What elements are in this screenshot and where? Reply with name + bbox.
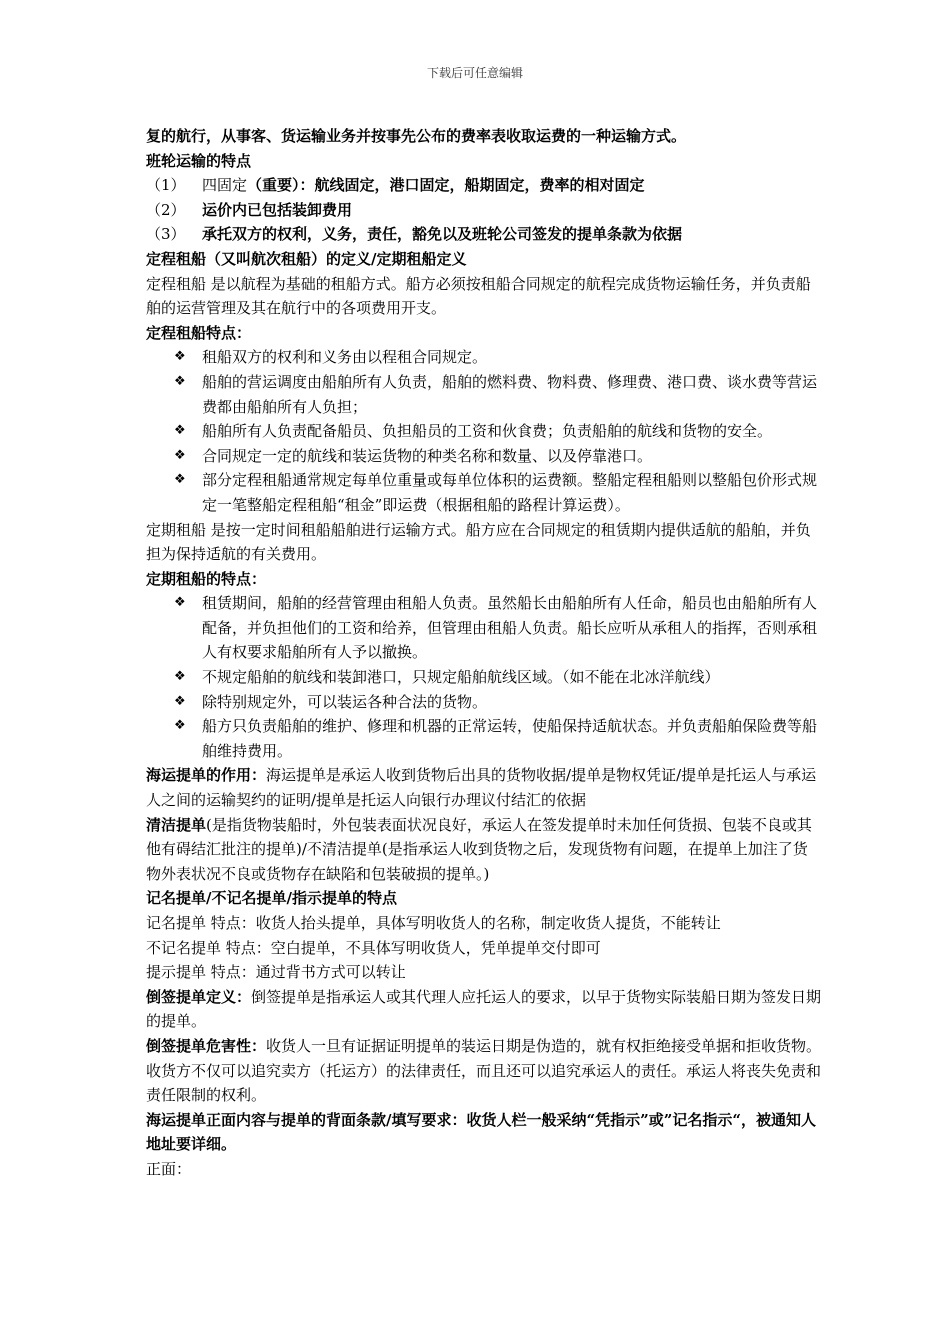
paragraph-clean-bl xyxy=(146,813,822,887)
section-heading-liner: 班轮运输的特点 xyxy=(146,151,252,170)
paragraph-bl-role xyxy=(146,763,822,812)
diamond-bullet-icon: ❖ xyxy=(174,349,186,365)
paragraph-voyage-charter: 定程租船 是以航程为基础的租船方式。船方必须按租船合同规定的航程完成货物运输任务，并负责船舶的运营管理及其在航行中的各项费用开支。 xyxy=(146,274,811,318)
paragraph-backdate-harm xyxy=(146,1034,822,1108)
diamond-bullet-icon: ❖ xyxy=(174,447,186,463)
item-number: （3） xyxy=(146,225,186,244)
item-number: （1） xyxy=(146,176,186,195)
clean-bl-text: (是指货物装船时，外包装表面状况良好，承运人在签发提单时未加任何货损、包装不良或其他有碍结汇批注的提单)/不清洁提单(是指承运人收到货物之后，发现货物有问题，在提单上加注了货物外表状况不良或货物存在缺陷和包装破损的提单。) xyxy=(146,815,812,883)
front-label: 正面： xyxy=(146,1159,192,1178)
named-bl-line: 记名提单 特点：收货人抬头提单，具体写明收货人的名称，制定收货人提货，不能转让 xyxy=(146,914,721,932)
diamond-bullet-icon: ❖ xyxy=(174,693,186,709)
list-item: ❖ 租赁期间，船舶的经营管理由租船人负责。虽然船长由船舶所有人任命，船员也由船舶所有人配备，并负担他们的工资和给养，但管理由租船人负责。船长应听从承租人的指挥，否则承租人有权要求船舶所有人予以撤换。 xyxy=(146,591,822,665)
backdate-harm-text: 收货人一旦有证据证明提单的装运日期是伪造的，就有权拒绝接受单据和拒收货物。收货方不仅可以追究卖方（托运方）的法律责任，而且还可以追究承运人的责任。承运人将丧失免责和责任限制的权利。 xyxy=(146,1036,822,1105)
section-heading-named-bl: 记名提单/不记名提单/指示提单的特点 xyxy=(146,889,397,908)
backdate-def-text: 倒签提单是指承运人或其代理人应托运人的要求，以早于货物实际装船日期为签发日期的提单。 xyxy=(146,987,822,1031)
order-bl-line: 提示提单 特点：通过背书方式可以转让 xyxy=(146,963,406,982)
document-body xyxy=(146,124,822,1182)
voyage-features-list xyxy=(146,345,822,517)
diamond-bullet-icon: ❖ xyxy=(174,373,186,389)
section-heading-voyage-features: 定程租船特点： xyxy=(146,323,252,342)
time-features-list xyxy=(146,591,822,763)
numbered-item-3 xyxy=(146,222,822,247)
backdate-harm-label: 倒签提单危害性： xyxy=(146,1036,267,1055)
section-heading-bl-front: 海运提单正面内容与提单的背面条款/填写要求：收货人栏一般采纳“凭指示”或”记名指示“，被通知人地址要详细。 xyxy=(146,1110,816,1154)
diamond-bullet-icon: ❖ xyxy=(174,669,186,685)
page-header: 下载后可任意编辑 xyxy=(426,66,523,80)
clean-bl-label: 清洁提单 xyxy=(146,815,207,834)
item-number: （2） xyxy=(146,200,186,219)
item-text-plain: 四固定 xyxy=(202,176,248,195)
section-heading-time-features: 定期租船的特点： xyxy=(146,569,267,588)
section-heading-charter-def: 定程租船（又叫航次租船）的定义/定期租船定义 xyxy=(146,249,467,268)
paragraph-backdate-def xyxy=(146,985,822,1034)
list-item: ❖ 船方只负责船舶的维护、修理和机器的正常运转，使船保持适航状态。并负责船舶保险费等船舶维持费用。 xyxy=(146,714,822,763)
list-item: ❖ 租船双方的权利和义务由以程租合同规定。 xyxy=(146,345,822,370)
bearer-bl-line: 不记名提单 特点：空白提单，不具体写明收货人，凭单提单交付即可 xyxy=(146,938,601,957)
item-text-bold: 承托双方的权利，义务，责任，豁免以及班轮公司签发的提单条款为依据 xyxy=(202,225,683,244)
diamond-bullet-icon: ❖ xyxy=(174,423,186,439)
item-text-bold: 运价内已包括装卸费用 xyxy=(202,200,353,219)
list-item: ❖ 不规定船舶的航线和装卸港口，只规定船舶航线区域。（如不能在北冰洋航线） xyxy=(146,665,822,690)
bl-role-text: 海运提单是承运人收到货物后出具的货物收据/提单是物权凭证/提单是托运人与承运人之间的运输契约的证明/提单是托运人向银行办理议付结汇的依据 xyxy=(146,766,817,810)
diamond-bullet-icon: ❖ xyxy=(174,472,186,488)
intro-line: 复的航行，从事客、货运输业务并按事先公布的费率表收取运费的一种运输方式。 xyxy=(146,127,687,145)
item-text-bold: （重要）：航线固定，港口固定，船期固定，费率的相对固定 xyxy=(247,176,645,195)
diamond-bullet-icon: ❖ xyxy=(174,718,186,734)
list-item: ❖ 船舶所有人负责配备船员、负担船员的工资和伙食费；负责船舶的航线和货物的安全。 xyxy=(146,419,822,444)
diamond-bullet-icon: ❖ xyxy=(174,595,186,611)
bl-role-label: 海运提单的作用： xyxy=(146,766,267,785)
backdate-def-label: 倒签提单定义： xyxy=(146,987,252,1006)
numbered-item-2 xyxy=(146,198,822,223)
list-item: ❖ 部分定程租船通常规定每单位重量或每单位体积的运费额。整船定程租船则以整船包价形式规定一笔整船定程租船“租金”即运费（根据租船的路程计算运费）。 xyxy=(146,468,822,517)
numbered-item-1 xyxy=(146,173,822,198)
list-item: ❖ 船舶的营运调度由船舶所有人负责，船舶的燃料费、物料费、修理费、港口费、谈水费等营运费都由船舶所有人负担； xyxy=(146,370,822,419)
paragraph-time-charter: 定期租船 是按一定时间租船船舶进行运输方式。船方应在合同规定的租赁期内提供适航的船舶，并负担为保持适航的有关费用。 xyxy=(146,520,811,564)
list-item: ❖ 除特别规定外，可以装运各种合法的货物。 xyxy=(146,690,822,715)
list-item: ❖ 合同规定一定的航线和装运货物的种类名称和数量、以及停靠港口。 xyxy=(146,444,822,469)
